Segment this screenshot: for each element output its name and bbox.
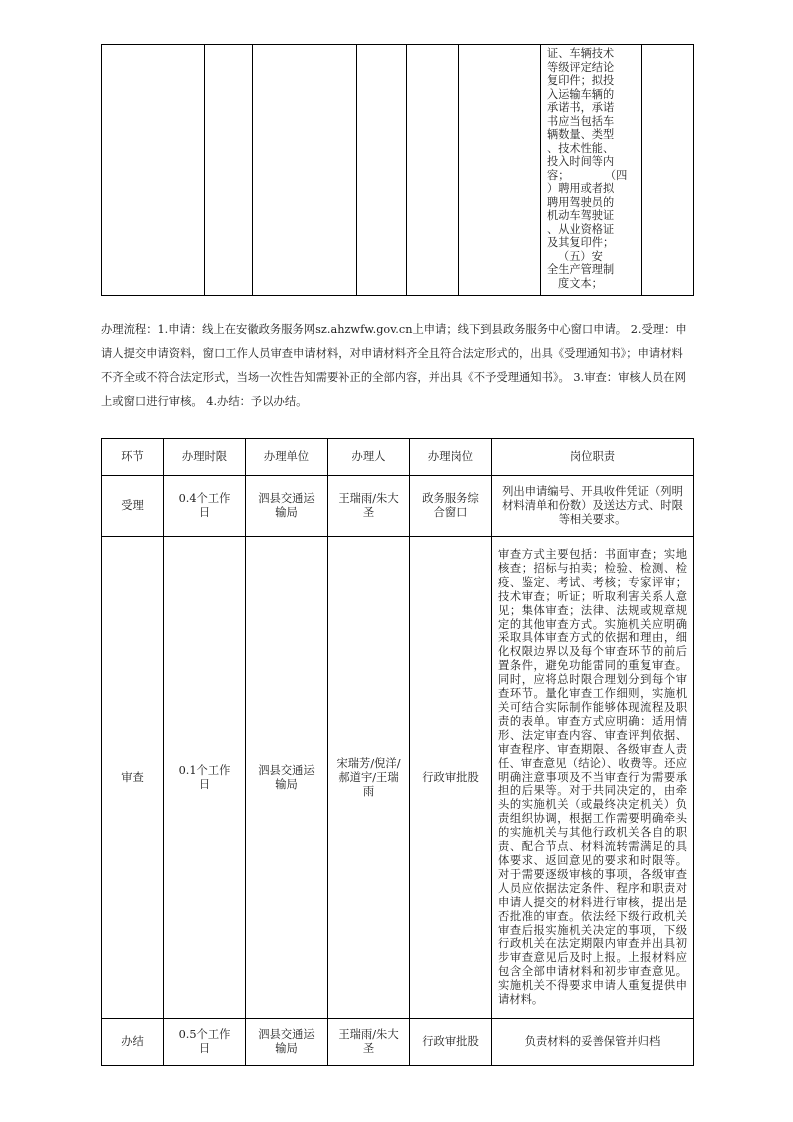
handler-cell: 王瑞雨/朱大圣 xyxy=(328,476,410,537)
materials-line: （五）安 xyxy=(558,249,603,263)
unit-cell: 泗县交通运输局 xyxy=(246,476,328,537)
materials-line: 等级评定结论 xyxy=(547,60,615,74)
materials-line: 聘用驾驶员的 xyxy=(547,195,615,209)
materials-line: 容； （四 xyxy=(547,168,628,182)
time-limit-cell: 0.1个工作日 xyxy=(164,537,246,1019)
table-header-row xyxy=(102,439,694,476)
post-cell: 行政审批股 xyxy=(410,1019,492,1066)
table-cell xyxy=(253,45,357,296)
materials-line: 承诺书，承诺 xyxy=(547,101,615,114)
time-limit-cell: 0.5个工作日 xyxy=(164,1019,246,1066)
process-description: 办理流程：1.申请：线上在安徽政务服务网sz.ahzwfw.gov.cn上申请；线下到县政务服务中心窗口申请。 2.受理：申请人提交申请资料，窗口工作人员审查申请材料，对申请材料齐全且符合法定形式的，出具《受理通知书》；申请材料不齐全或不符合法定形式，当场一次性告知需要补正的全部内容，并出具《不予受理通知书》。 3.审查：审核人员在网上或窗口进行审核。 4.办结：予以办结。 xyxy=(101,323,687,408)
materials-line: 投入时间等内 xyxy=(547,155,615,168)
stage-cell: 受理 xyxy=(102,476,164,537)
table-cell xyxy=(205,45,253,296)
table-cell xyxy=(642,45,694,296)
table-cell xyxy=(357,45,407,296)
header-unit: 办理单位 xyxy=(246,439,328,476)
materials-line: 、技术性能、 xyxy=(547,141,615,155)
materials-line: 及其复印件； xyxy=(547,236,615,249)
handler-cell: 宋瑞芳/倪洋/郝道宇/王瑞雨 xyxy=(328,537,410,1019)
materials-line: 、从业资格证 xyxy=(547,222,615,236)
materials-cell xyxy=(541,45,642,296)
duty-cell: 列出申请编号、开具收件凭证（列明材料清单和份数）及送达方式、时限等相关要求。 xyxy=(492,476,694,537)
post-cell: 行政审批股 xyxy=(410,537,492,1019)
header-duty: 岗位职责 xyxy=(492,439,694,476)
header-stage: 环节 xyxy=(102,439,164,476)
materials-line: 书应当包括车 xyxy=(547,114,615,128)
table-row xyxy=(102,1019,694,1066)
materials-line: 度文本； xyxy=(558,276,603,290)
materials-line: 复印件；拟投 xyxy=(547,74,615,87)
header-post: 办理岗位 xyxy=(410,439,492,476)
table-cell xyxy=(102,45,205,296)
materials-line: 全生产管理制 xyxy=(547,263,615,276)
table-row xyxy=(102,537,694,1019)
header-time-limit: 办理时限 xyxy=(164,439,246,476)
materials-text xyxy=(541,45,641,290)
stage-cell: 办结 xyxy=(102,1019,164,1066)
stage-cell: 审查 xyxy=(102,537,164,1019)
duty-cell: 负责材料的妥善保管并归档 xyxy=(492,1019,694,1066)
materials-line: 机动车驾驶证 xyxy=(547,209,615,222)
unit-cell: 泗县交通运输局 xyxy=(246,537,328,1019)
duty-cell: 审查方式主要包括：书面审查；实地核查；招标与拍卖；检验、检测、检疫、鉴定、考试、考核；专家评审；技术审查；听证；听取利害关系人意见；集体审查；法律、法规或规章规定的其他审查方式。实施机关应明确采取具体审查方式的依据和理由，细化权限边界以及每个审查环节的前后置条件，避免功能雷同的重复审查。同时，应将总时限合理划分到每个审查环节。量化审查工作细则，实施机关可结合实际制作能够体现流程及职责的表单。审查方式应明确：适用情形、法定审查内容、审查评判依据、审查程序、审查期限、各级审查人责任、审查意见（结论）、收费等。还应明确注意事项及不当审查行为需要承担的后果等。对于共同决定的，由牵头的实施机关（或最终决定机关）负责组织协调，根据工作需要明确牵头的实施机关与其他行政机关各自的职责、配合节点、材料流转需满足的具体要求、返回意见的要求和时限等。对于需要逐级审核的事项，各级审查人员应依据法定条件、程序和职责对申请人提交的材料进行审核，提出是否批准的审查。依法经下级行政机关审查后报实施机关决定的事项，下级行政机关在法定期限内审查并出具初步审查意见后及时上报。上报材料应包含全部申请材料和初步审查意见。实施机关不得要求申请人重复提供申请材料。 xyxy=(492,537,694,1019)
table-cell xyxy=(459,45,541,296)
table-row xyxy=(102,476,694,537)
process-table xyxy=(101,438,694,1066)
post-cell: 政务服务综合窗口 xyxy=(410,476,492,537)
materials-line: 辆数量、类型 xyxy=(547,128,615,141)
materials-line: 入运输车辆的 xyxy=(547,87,615,101)
table-cell xyxy=(407,45,459,296)
materials-line: ）聘用或者拟 xyxy=(547,182,615,195)
time-limit-cell: 0.4个工作日 xyxy=(164,476,246,537)
requirements-table-continued xyxy=(101,44,694,296)
header-handler: 办理人 xyxy=(328,439,410,476)
materials-line: 证、车辆技术 xyxy=(547,47,615,60)
handler-cell: 王瑞雨/朱大圣 xyxy=(328,1019,410,1066)
unit-cell: 泗县交通运输局 xyxy=(246,1019,328,1066)
